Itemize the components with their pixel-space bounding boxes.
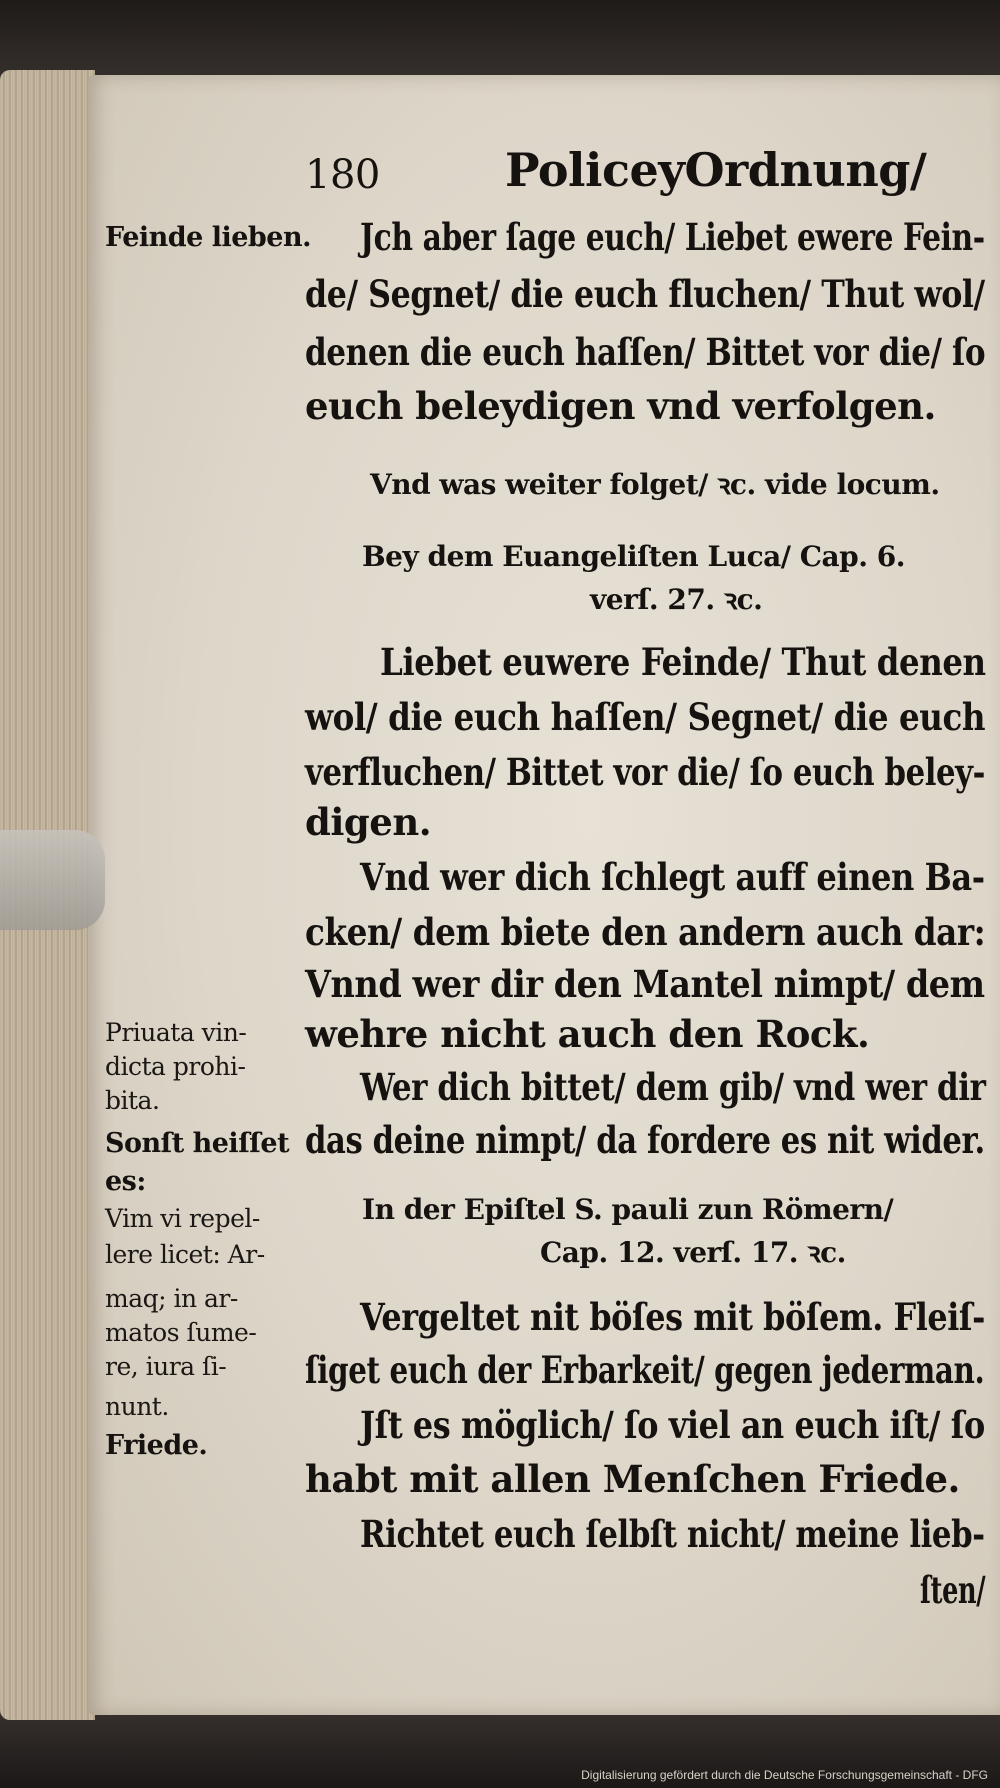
body-text-line: digen. — [305, 800, 432, 844]
margin-note-line: bita. — [105, 1086, 160, 1115]
margin-note-line: Friede. — [105, 1430, 208, 1461]
body-text-line: habt mit allen Menſchen Friede. — [305, 1457, 960, 1501]
body-text-line: cken/ dem biete den andern auch dar: — [305, 910, 986, 954]
margin-note-line: lere licet: Ar- — [105, 1240, 265, 1269]
body-text-line: ſiget euch der Erbarkeit/ gegen jederman. — [305, 1348, 985, 1392]
citation-heading: Bey dem Euangeliſten Luca/ Cap. 6. — [362, 540, 905, 573]
margin-note-line: re, iura ſi- — [105, 1352, 227, 1381]
body-text-line: Vnd was weiter folget/ ꝛc. vide locum. — [370, 468, 940, 501]
body-text-line: euch beleydigen vnd verfolgen. — [305, 384, 936, 428]
body-text-line: Vergeltet nit böſes mit böſem. Fleiſ- — [360, 1295, 985, 1339]
body-text-line: wol/ die euch haſſen/ Segnet/ die euch — [305, 695, 986, 739]
bookmark-clip — [0, 830, 105, 930]
margin-note-line: maq; in ar- — [105, 1284, 238, 1313]
margin-note-line: Sonſt heiſſet — [105, 1128, 290, 1159]
digitization-credit: Digitalisierung gefördert durch die Deutsche Forschungsgemeinschaft - DFG — [581, 1768, 988, 1782]
body-text-line: Jſt es möglich/ ſo viel an euch iſt/ ſo — [360, 1403, 985, 1447]
margin-note-line: Priuata vin- — [105, 1018, 247, 1047]
margin-note-line: es: — [105, 1166, 146, 1197]
body-text-line: das deine nimpt/ da fordere es nit wider. — [305, 1118, 985, 1162]
body-text-line: wehre nicht auch den Rock. — [305, 1012, 870, 1056]
body-text-line: Richtet euch ſelbſt nicht/ meine lieb- — [360, 1512, 985, 1556]
running-title: PoliceyOrdnung/ — [505, 143, 927, 197]
citation-heading: Cap. 12. verſ. 17. ꝛc. — [540, 1236, 846, 1269]
body-text-line: Vnnd wer dir den Mantel nimpt/ dem — [305, 962, 985, 1006]
body-text-line: Vnd wer dich ſchlegt auff einen Ba- — [360, 855, 985, 899]
margin-note-feinde-lieben: Feinde lieben. — [105, 222, 311, 253]
margin-note-line: matos ſume- — [105, 1318, 257, 1347]
page-number: 180 — [305, 152, 380, 198]
body-text-line: Jch aber ſage euch/ Liebet ewere Fein- — [360, 215, 985, 259]
margin-note-line: dicta prohi- — [105, 1052, 246, 1081]
margin-note-line: Vim vi repel- — [105, 1204, 260, 1233]
catchword: ſten/ — [920, 1568, 986, 1612]
body-text-line: de/ Segnet/ die euch fluchen/ Thut wol/ — [305, 272, 985, 316]
citation-heading: verſ. 27. ꝛc. — [590, 583, 763, 616]
body-text-line: Wer dich bittet/ dem gib/ vnd wer dir — [360, 1065, 986, 1109]
body-text-line: denen die euch haſſen/ Bittet vor die/ ſo — [305, 330, 986, 374]
margin-note-line: nunt. — [105, 1392, 169, 1421]
body-text-line: Liebet euwere Feinde/ Thut denen — [380, 640, 986, 684]
body-text-line: verfluchen/ Bittet vor die/ ſo euch beley- — [305, 750, 985, 794]
citation-heading: In der Epiſtel S. pauli zun Römern/ — [362, 1193, 894, 1226]
